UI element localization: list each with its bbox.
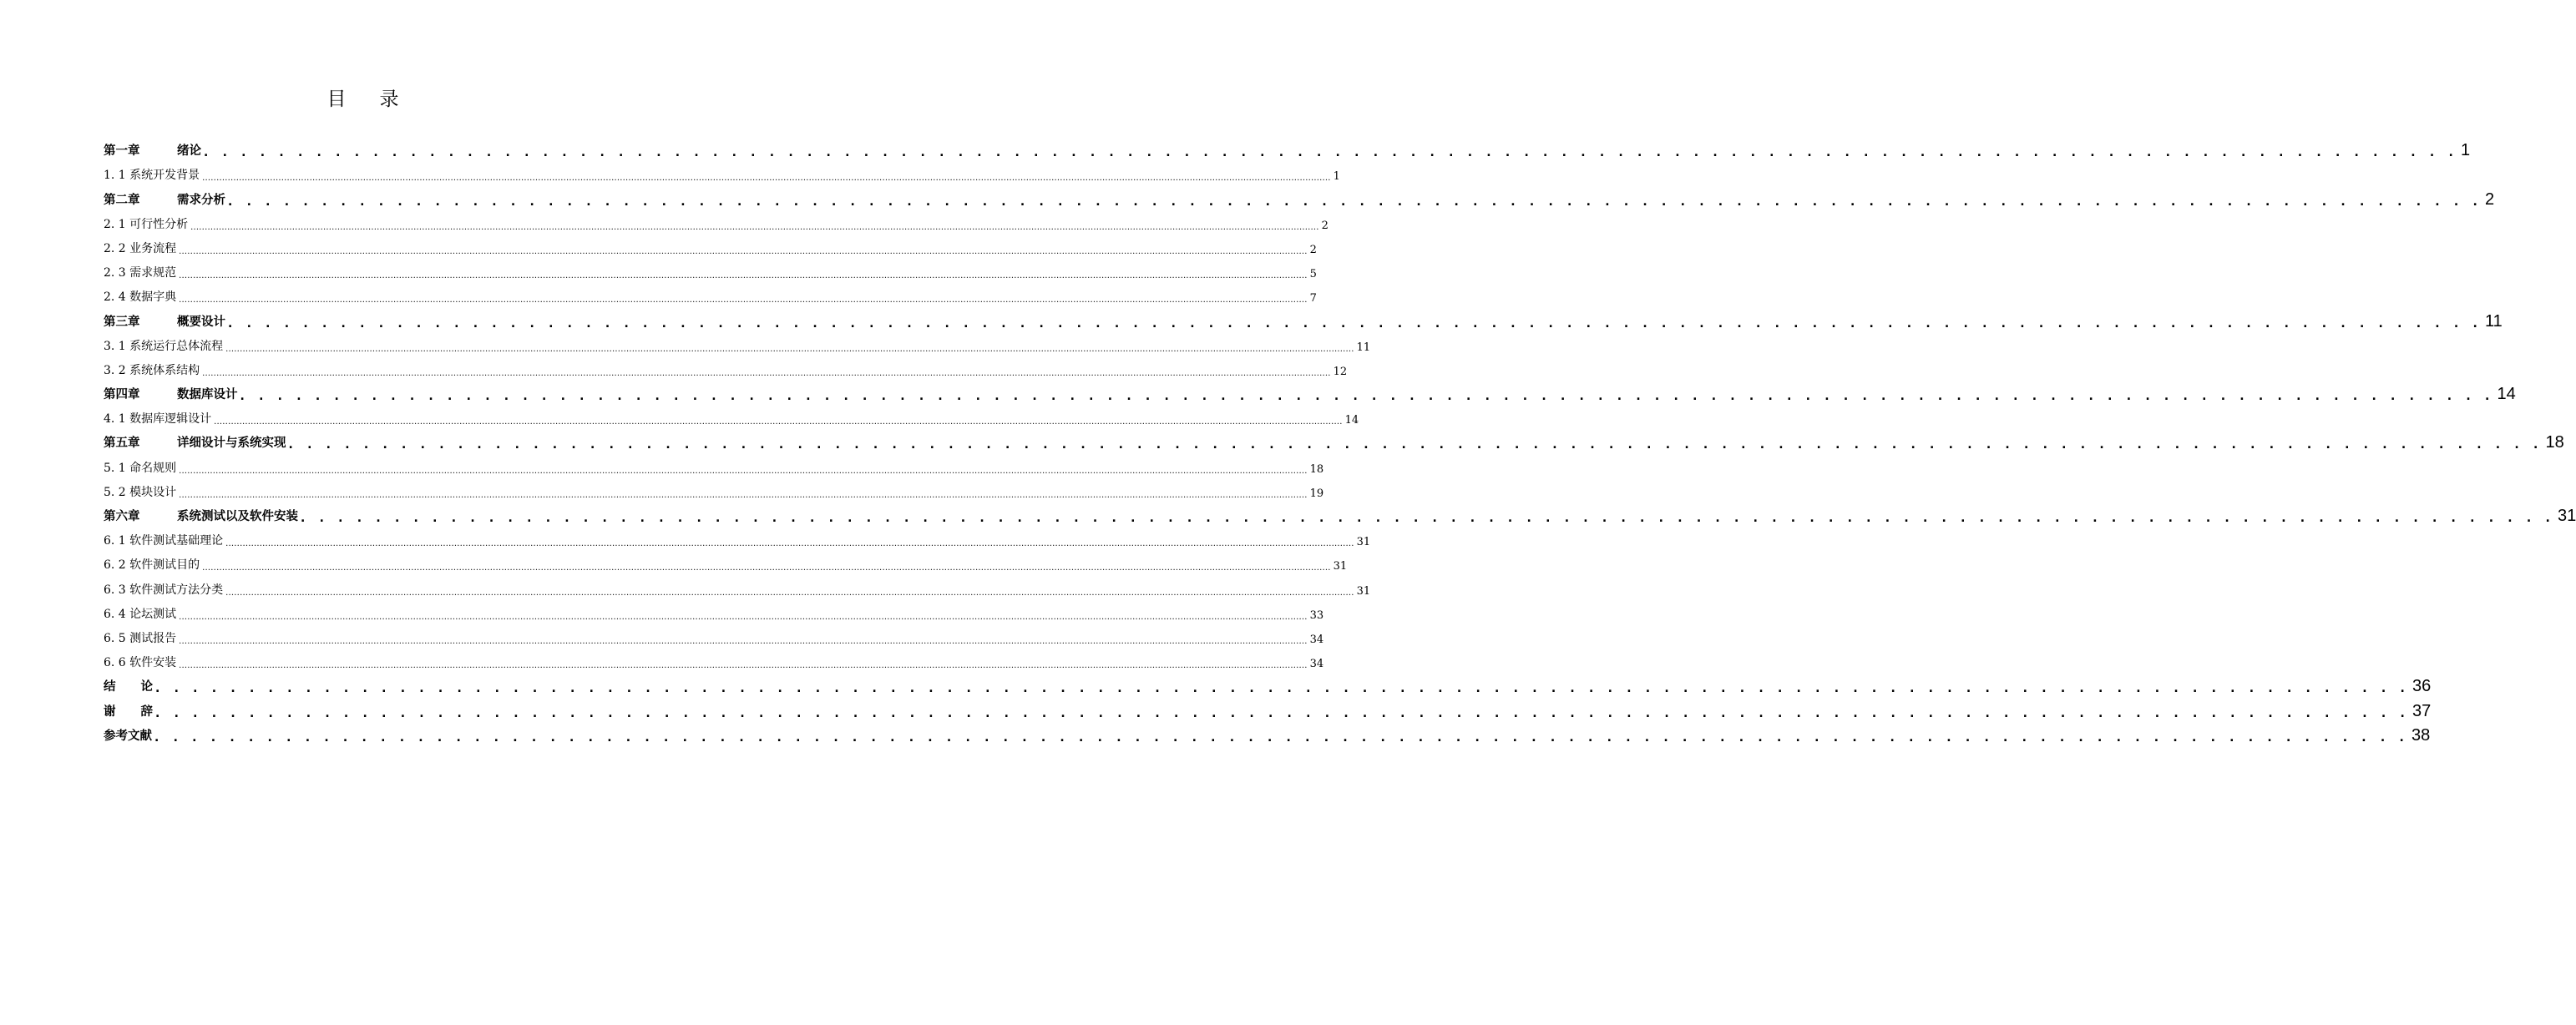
section-title: 6. 5 测试报告 <box>104 631 177 645</box>
toc-entry-label <box>104 433 286 451</box>
page-number: 11 <box>2485 311 2503 331</box>
toc-section-entry[interactable] <box>104 649 1324 674</box>
section-title: 6. 2 软件测试目的 <box>104 558 200 573</box>
dot-leader: . . . . . . . . . . . . . . . . . . . . . . . . . . . . . . . . . . . . . . . . . . . . . . . . . . . . . . . . . . . . . . . . . . . . . . . . . . . . . . . . . . . . . . . . . . . . . . . . . . . . . . . . . . . . . . . . . . . . . . . . <box>204 146 2459 160</box>
toc-entry-label <box>104 312 225 330</box>
toc-entry-label <box>104 556 200 573</box>
toc-title-char-1: 目 <box>326 88 347 110</box>
toc-section-entry[interactable] <box>104 576 1371 600</box>
section-title: 4. 1 数据库逻辑设计 <box>104 412 212 427</box>
chapter-title: 概要设计 <box>177 315 225 329</box>
section-title: 2. 3 需求规范 <box>104 266 177 280</box>
dot-leader: . . . . . . . . . . . . . . . . . . . . . . . . . . . . . . . . . . . . . . . . . . . . . . . . . . . . . . . . . . . . . . . . . . . . . . . . . . . . . . . . . . . . . . . . . . . . . . . . . . . . . . . . . . . . . . . . . . . . . . . . <box>240 390 2495 404</box>
dot-leader: ................................................................................................................................................................................................................................................................................................................................................................................................................ <box>190 222 1319 232</box>
section-title: 3. 2 系统体系结构 <box>104 363 200 377</box>
toc-section-entry[interactable] <box>104 211 1328 235</box>
page-number: 31 <box>2558 507 2576 525</box>
toc-chapter-entry[interactable] <box>104 381 2516 406</box>
toc-section-entry[interactable] <box>104 625 1324 649</box>
page-number: 31 <box>1333 560 1348 573</box>
toc-chapter-entry[interactable] <box>104 430 2564 454</box>
chapter-title-char: 结 <box>104 680 116 694</box>
dot-leader: . . . . . . . . . . . . . . . . . . . . . . . . . . . . . . . . . . . . . . . . . . . . . . . . . . . . . . . . . . . . . . . . . . . . . . . . . . . . . . . . . . . . . . . . . . . . . . . . . . . . . . . . . . . . . . . . . . . . . . . . <box>228 316 2483 331</box>
toc-entry-label <box>104 483 176 500</box>
toc-section-entry[interactable] <box>104 528 1371 552</box>
section-title: 6. 3 软件测试方法分类 <box>104 583 224 597</box>
toc-entry-label <box>104 459 176 476</box>
chapter-title-char: 论 <box>140 680 153 694</box>
dot-leader: ................................................................................................................................................................................................................................................................................................................................................................................................................ <box>225 539 1354 549</box>
chapter-title: 参考文献 <box>104 729 152 743</box>
toc-title <box>0 83 726 111</box>
dot-leader: ................................................................................................................................................................................................................................................................................................................................................................................................................ <box>179 295 1308 305</box>
toc-section-entry[interactable] <box>104 333 1371 357</box>
toc-entry-label <box>104 215 188 232</box>
dot-leader: ................................................................................................................................................................................................................................................................................................................................................................................................................ <box>225 588 1354 598</box>
page-number: 14 <box>2497 385 2516 404</box>
toc-entry-label <box>104 361 200 378</box>
chapter-number: 第五章 <box>104 437 140 451</box>
section-title: 2. 2 业务流程 <box>104 241 177 255</box>
chapter-title-char: 谢 <box>104 704 116 719</box>
toc-entry-label <box>104 581 223 598</box>
toc-entry-label <box>104 726 152 744</box>
toc-section-entry[interactable] <box>104 601 1324 625</box>
chapter-title: 详细设计与系统实现 <box>177 437 286 451</box>
toc-chapter-entry[interactable] <box>104 503 2576 528</box>
dot-leader: . . . . . . . . . . . . . . . . . . . . . . . . . . . . . . . . . . . . . . . . . . . . . . . . . . . . . . . . . . . . . . . . . . . . . . . . . . . . . . . . . . . . . . . . . . . . . . . . . . . . . . . . . . . . . . . . . . . . . . . . <box>228 194 2483 209</box>
toc-section-entry[interactable] <box>104 260 1317 284</box>
section-title: 3. 1 系统运行总体流程 <box>104 339 224 353</box>
toc-entry-label <box>104 507 298 524</box>
toc-entry-label <box>104 288 176 305</box>
toc-entry-label <box>104 629 176 646</box>
page-number: 1 <box>2461 141 2471 160</box>
dot-leader: . . . . . . . . . . . . . . . . . . . . . . . . . . . . . . . . . . . . . . . . . . . . . . . . . . . . . . . . . . . . . . . . . . . . . . . . . . . . . . . . . . . . . . . . . . . . . . . . . . . . . . . . . . . . . . . . . . . . . . . . <box>155 706 2411 720</box>
page-number: 2 <box>1309 243 1317 256</box>
toc-section-entry[interactable] <box>104 357 1348 381</box>
page-number: 34 <box>1309 658 1324 671</box>
page-number: 38 <box>2412 725 2431 745</box>
toc-section-entry[interactable] <box>104 552 1348 576</box>
page-number: 5 <box>1309 268 1317 281</box>
page-number: 31 <box>1356 536 1371 549</box>
toc-entry-label <box>104 410 211 427</box>
toc-entry-label <box>104 240 176 256</box>
dot-leader: ................................................................................................................................................................................................................................................................................................................................................................................................................ <box>179 612 1308 622</box>
toc-entry-label <box>104 654 176 670</box>
dot-leader: ................................................................................................................................................................................................................................................................................................................................................................................................................ <box>179 271 1308 281</box>
section-title: 1. 1 系统开发背景 <box>104 169 200 183</box>
toc-entry-label <box>104 166 200 183</box>
toc-chapter-entry[interactable] <box>104 308 2503 332</box>
section-title: 6. 4 论坛测试 <box>104 607 177 621</box>
chapter-number: 第二章 <box>104 193 140 207</box>
dot-leader: ................................................................................................................................................................................................................................................................................................................................................................................................................ <box>214 417 1343 427</box>
chapter-title-char: 辞 <box>140 704 153 719</box>
toc-chapter-entry[interactable] <box>104 674 2432 698</box>
dot-leader: ................................................................................................................................................................................................................................................................................................................................................................................................................ <box>202 563 1331 573</box>
toc-entry-label <box>104 337 223 354</box>
page-number: 18 <box>1309 462 1324 476</box>
section-title: 6. 6 软件安装 <box>104 656 177 670</box>
page-number: 12 <box>1333 365 1348 378</box>
page-number: 31 <box>1356 584 1371 598</box>
section-title: 2. 1 可行性分析 <box>104 217 189 231</box>
toc-section-entry[interactable] <box>104 284 1317 308</box>
toc-chapter-entry[interactable] <box>104 138 2471 162</box>
toc-title-char-2: 录 <box>379 88 399 110</box>
dot-leader: . . . . . . . . . . . . . . . . . . . . . . . . . . . . . . . . . . . . . . . . . . . . . . . . . . . . . . . . . . . . . . . . . . . . . . . . . . . . . . . . . . . . . . . . . . . . . . . . . . . . . . . . . . . . . . . . . . . . . . . . <box>154 730 2410 745</box>
chapter-title: 系统测试以及软件安装 <box>177 510 298 523</box>
dot-leader: ................................................................................................................................................................................................................................................................................................................................................................................................................ <box>202 368 1331 378</box>
chapter-title: 数据库设计 <box>177 388 238 402</box>
section-title: 5. 2 模块设计 <box>104 485 177 499</box>
toc-section-entry[interactable] <box>104 454 1324 478</box>
toc-entry-label <box>104 385 238 402</box>
page-number: 37 <box>2412 701 2432 720</box>
dot-leader: ................................................................................................................................................................................................................................................................................................................................................................................................................ <box>225 344 1354 354</box>
table-of-contents <box>104 138 2576 747</box>
page-number: 2 <box>1321 219 1328 232</box>
toc-section-entry[interactable] <box>104 479 1324 503</box>
toc-chapter-entry[interactable] <box>104 186 2495 210</box>
chapter-number: 第一章 <box>104 144 140 159</box>
dot-leader: ................................................................................................................................................................................................................................................................................................................................................................................................................ <box>179 661 1308 671</box>
page-number: 18 <box>2545 433 2564 452</box>
page-number: 33 <box>1309 608 1324 622</box>
toc-entry-label <box>104 605 176 622</box>
dot-leader: ................................................................................................................................................................................................................................................................................................................................................................................................................ <box>202 174 1331 184</box>
page-number: 7 <box>1309 292 1317 305</box>
chapter-number: 第三章 <box>104 315 140 329</box>
chapter-number: 第六章 <box>104 510 140 523</box>
toc-entry-label <box>104 264 176 280</box>
dot-leader: . . . . . . . . . . . . . . . . . . . . . . . . . . . . . . . . . . . . . . . . . . . . . . . . . . . . . . . . . . . . . . . . . . . . . . . . . . . . . . . . . . . . . . . . . . . . . . . . . . . . . . . . . . . . . . . . . . . . . . . . <box>301 512 2556 525</box>
toc-entry-label <box>104 532 223 548</box>
toc-entry-label <box>104 141 201 159</box>
dot-leader: ................................................................................................................................................................................................................................................................................................................................................................................................................ <box>179 636 1308 646</box>
chapter-title: 绪论 <box>177 144 201 159</box>
toc-chapter-entry[interactable] <box>104 698 2432 722</box>
page-number: 14 <box>1344 414 1359 427</box>
page-number: 34 <box>1309 633 1324 646</box>
page-number: 19 <box>1309 487 1324 500</box>
section-title: 2. 4 数据字典 <box>104 290 177 305</box>
dot-leader: . . . . . . . . . . . . . . . . . . . . . . . . . . . . . . . . . . . . . . . . . . . . . . . . . . . . . . . . . . . . . . . . . . . . . . . . . . . . . . . . . . . . . . . . . . . . . . . . . . . . . . . . . . . . . . . . . . . . . . . . <box>155 682 2411 696</box>
toc-entry-label <box>104 702 153 720</box>
toc-chapter-entry[interactable] <box>104 723 2431 747</box>
section-title: 6. 1 软件测试基础理论 <box>104 534 224 548</box>
dot-leader: ................................................................................................................................................................................................................................................................................................................................................................................................................ <box>179 466 1308 476</box>
page-number: 36 <box>2412 677 2432 696</box>
chapter-title: 需求分析 <box>177 193 225 207</box>
dot-leader: ................................................................................................................................................................................................................................................................................................................................................................................................................ <box>179 490 1308 500</box>
page-number: 2 <box>2485 189 2495 209</box>
toc-section-entry[interactable] <box>104 235 1317 260</box>
chapter-number: 第四章 <box>104 388 140 402</box>
page-number: 1 <box>1333 170 1340 184</box>
page-number: 11 <box>1356 341 1371 354</box>
dot-leader: . . . . . . . . . . . . . . . . . . . . . . . . . . . . . . . . . . . . . . . . . . . . . . . . . . . . . . . . . . . . . . . . . . . . . . . . . . . . . . . . . . . . . . . . . . . . . . . . . . . . . . . . . . . . . . . . . . . . . . . . <box>288 438 2543 452</box>
toc-entry-label <box>104 190 225 208</box>
toc-entry-label <box>104 677 153 694</box>
toc-section-entry[interactable] <box>104 162 1340 186</box>
section-title: 5. 1 命名规则 <box>104 461 177 475</box>
dot-leader: ................................................................................................................................................................................................................................................................................................................................................................................................................ <box>179 246 1308 256</box>
toc-section-entry[interactable] <box>104 406 1359 430</box>
